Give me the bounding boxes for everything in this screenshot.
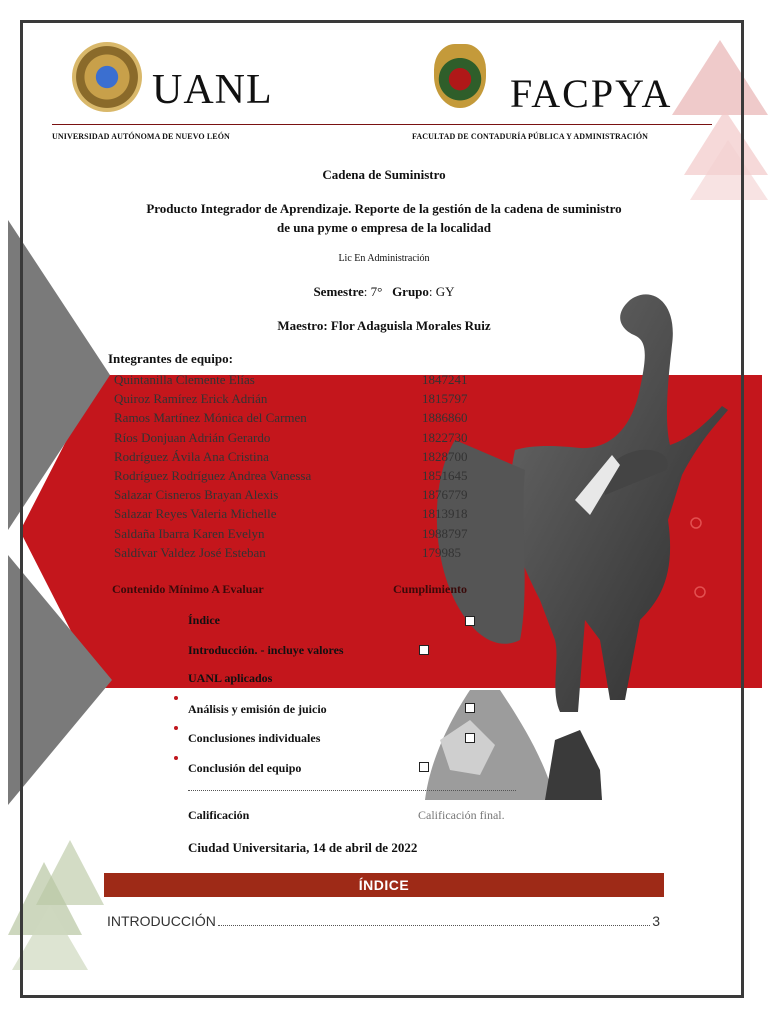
maestro-label: Maestro [277, 318, 324, 333]
uanl-seal-icon [72, 42, 142, 112]
criteria-item: Índice [188, 613, 221, 627]
bullet-icon [174, 696, 178, 700]
member-name: Saldívar Valdez José Esteban [114, 545, 266, 560]
facpya-logo-text: FACPYA [510, 71, 673, 116]
header-rule [52, 124, 712, 125]
criteria-item: UANL aplicados [188, 671, 273, 685]
member-id: 1813918 [422, 506, 468, 521]
grade-value: Calificación final. [418, 808, 505, 822]
facpya-shield-icon [434, 44, 486, 108]
maestro-line [0, 318, 768, 334]
semester-group-line [0, 284, 768, 300]
index-banner [104, 873, 664, 897]
grupo-label: Grupo [392, 284, 429, 299]
criteria-item: Análisis y emisión de juicio [188, 702, 327, 716]
checkbox[interactable] [465, 703, 475, 713]
dotted-separator [188, 790, 516, 791]
bullet-icon [174, 756, 178, 760]
member-name: Salazar Cisneros Brayan Alexis [114, 487, 279, 502]
team-heading: Integrantes de equipo: [108, 351, 233, 366]
criteria-item: Conclusión del equipo [188, 761, 302, 775]
member-id: 1828700 [422, 449, 468, 464]
bullet-icon [174, 726, 178, 730]
toc-entry[interactable] [107, 913, 660, 931]
course-title: Cadena de Suministro [322, 167, 446, 182]
faculty-name: FACULTAD DE CONTADURÍA PÚBLICA Y ADMINISTRACIÓN [412, 132, 649, 141]
member-name: Saldaña Ibarra Karen Evelyn [114, 526, 265, 541]
project-title-line2: de una pyme o empresa de la localidad [277, 220, 491, 235]
uanl-logo-text: UANL [152, 67, 273, 113]
checkbox[interactable] [419, 645, 429, 655]
member-name: Rodríguez Rodríguez Andrea Vanessa [114, 468, 312, 483]
member-id: 1876779 [422, 487, 468, 502]
member-id: 1851645 [422, 468, 468, 483]
member-id: 1822730 [422, 430, 468, 445]
checkbox[interactable] [419, 762, 429, 772]
member-id: 1847241 [422, 372, 468, 387]
program-name: Lic En Administración [338, 253, 430, 264]
member-name: Ramos Martínez Mónica del Carmen [114, 410, 307, 425]
semestre-value: : 7° [363, 284, 383, 299]
criteria-heading: Contenido Mínimo A Evaluar [112, 582, 264, 596]
checkbox[interactable] [465, 733, 475, 743]
maestro-value: : Flor Adaguisla Morales Ruiz [323, 318, 491, 333]
toc-leader-dots [218, 925, 650, 926]
criteria-item: Introducción. - incluye valores [188, 643, 344, 657]
criteria-item: Conclusiones individuales [188, 731, 321, 745]
toc-entry-title: INTRODUCCIÓN [107, 913, 216, 929]
grupo-value: : GY [428, 284, 455, 299]
university-name: UNIVERSIDAD AUTÓNOMA DE NUEVO LEÓN [52, 132, 230, 141]
index-banner-title: ÍNDICE [358, 877, 410, 893]
member-name: Salazar Reyes Valeria Michelle [114, 506, 277, 521]
member-id: 1988797 [422, 526, 468, 541]
semestre-label: Semestre [313, 284, 364, 299]
place-date: Ciudad Universitaria, 14 de abril de 2022 [188, 840, 418, 855]
checkbox[interactable] [465, 616, 475, 626]
member-id: 179985 [422, 545, 461, 560]
project-title-line1: Producto Integrador de Aprendizaje. Reporte de la gestión de la cadena de suministro [146, 201, 622, 216]
member-name: Ríos Donjuan Adrián Gerardo [114, 430, 271, 445]
member-name: Quintanilla Clemente Elías [114, 372, 255, 387]
grade-label: Calificación [188, 808, 250, 822]
member-name: Quiroz Ramírez Erick Adrián [114, 391, 268, 406]
member-id: 1815797 [422, 391, 468, 406]
member-name: Rodríguez Ávila Ana Cristina [114, 449, 269, 464]
toc-entry-page: 3 [652, 913, 660, 929]
compliance-heading: Cumplimiento [393, 582, 468, 596]
member-id: 1886860 [422, 410, 468, 425]
